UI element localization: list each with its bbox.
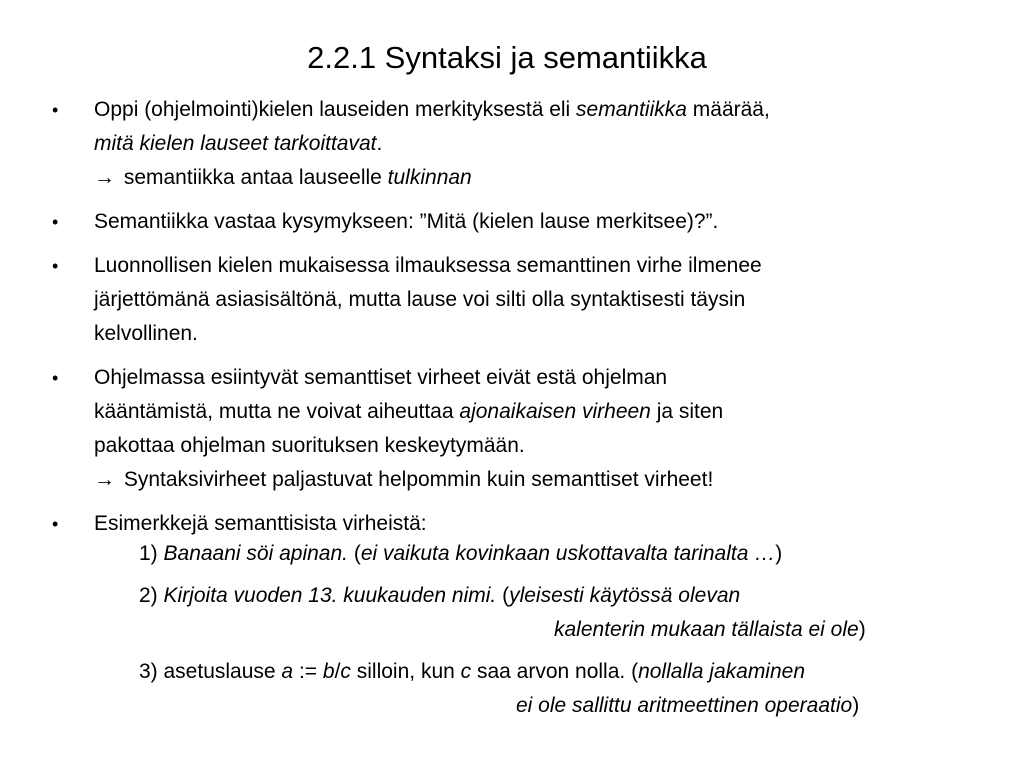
example-item-2: [139, 579, 999, 647]
example-note: nollalla jakaminen: [638, 660, 806, 683]
variable-c: c: [460, 660, 472, 683]
example-line: [139, 537, 999, 571]
bullet-line: Luonnollisen kielen mukaisessa ilmauksessa semanttinen virhe ilmenee: [94, 254, 762, 277]
text-run: saa arvon nolla. (: [471, 660, 639, 683]
example-line-continued: [139, 613, 999, 647]
bullet-item-semantics-question: [52, 205, 982, 239]
bullet-list: [52, 93, 982, 541]
text-run: (: [348, 542, 361, 565]
text-run: Oppi (ohjelmointi)kielen lauseiden merkityksestä eli: [94, 98, 577, 121]
text-run: ): [852, 694, 860, 717]
variable-c: c: [340, 660, 351, 683]
text-run: ): [775, 542, 783, 565]
bullet-line: [94, 395, 982, 429]
bullet-dot-icon: •: [52, 514, 59, 534]
text-run: silloin, kun: [350, 660, 461, 683]
bullet-line: kelvollinen.: [94, 322, 198, 345]
example-number: 1): [139, 542, 164, 565]
text-run: (: [496, 584, 510, 607]
text-run: semantiikka antaa lauseelle: [118, 166, 388, 189]
bullet-item-natural-language: [52, 249, 982, 351]
bullet-line: Semantiikka vastaa kysymykseen: ”Mitä (kielen lause merkitsee)?”.: [94, 210, 719, 233]
example-note: kalenterin mukaan tällaista ei ole: [554, 618, 859, 641]
text-run: määrää,: [686, 98, 770, 121]
emphasis-text: tulkinnan: [387, 166, 472, 189]
bullet-item-program-errors: [52, 361, 982, 497]
bullet-dot-icon: •: [52, 212, 59, 232]
bullet-line: Ohjelmassa esiintyvät semanttiset virheet eivät estä ohjelman: [94, 366, 668, 389]
arrow-right-icon: →: [94, 166, 115, 189]
example-number: 2): [139, 584, 164, 607]
bullet-line: [94, 93, 982, 127]
example-item-3: [139, 655, 999, 723]
example-line: [139, 579, 999, 613]
example-sentence: Banaani söi apinan.: [163, 542, 348, 565]
text-run: :=: [293, 660, 323, 683]
bullet-dot-icon: •: [52, 368, 59, 388]
example-note: ei vaikuta kovinkaan uskottavalta tarinalta …: [360, 542, 776, 565]
examples-list: [139, 537, 999, 731]
text-run: ): [858, 618, 866, 641]
bullet-line: pakottaa ohjelman suorituksen keskeytymään.: [94, 434, 525, 457]
text-run: .: [376, 132, 383, 155]
variable-b: b: [322, 660, 335, 683]
text-run: Syntaksivirheet paljastuvat helpommin kuin semanttiset virheet!: [118, 468, 714, 491]
bullet-dot-icon: •: [52, 256, 59, 276]
arrow-right-icon: →: [94, 468, 115, 491]
text-run: ja siten: [650, 400, 724, 423]
example-note: yleisesti käytössä olevan: [509, 584, 741, 607]
example-sentence: Kirjoita vuoden 13. kuukauden nimi.: [163, 584, 497, 607]
bullet-line: [94, 161, 982, 195]
bullet-line: järjettömänä asiasisältönä, mutta lause voi silti olla syntaktisesti täysin: [94, 288, 746, 311]
bullet-line: [94, 127, 982, 161]
slide-title: 2.2.1 Syntaksi ja semantiikka: [307, 40, 707, 75]
example-item-1: [139, 537, 999, 571]
example-line-continued: [139, 689, 999, 723]
bullet-item-semantics-definition: [52, 93, 982, 195]
example-note: ei ole sallittu aritmeettinen operaatio: [516, 694, 853, 717]
example-number: 3) asetuslause: [139, 660, 282, 683]
bullet-item-examples-heading: [52, 507, 982, 541]
bullet-line: [94, 463, 982, 497]
example-line: [139, 655, 999, 689]
bullet-line: Esimerkkejä semanttisista virheistä:: [94, 512, 427, 535]
text-run: kääntämistä, mutta ne voivat aiheuttaa: [94, 400, 460, 423]
emphasis-text: semantiikka: [576, 98, 687, 121]
emphasis-text: mitä kielen lauseet tarkoittavat: [94, 132, 377, 155]
variable-a: a: [281, 660, 294, 683]
emphasis-text: ajonaikaisen virheen: [459, 400, 651, 423]
text-run: /: [334, 660, 341, 683]
bullet-dot-icon: •: [52, 100, 59, 120]
